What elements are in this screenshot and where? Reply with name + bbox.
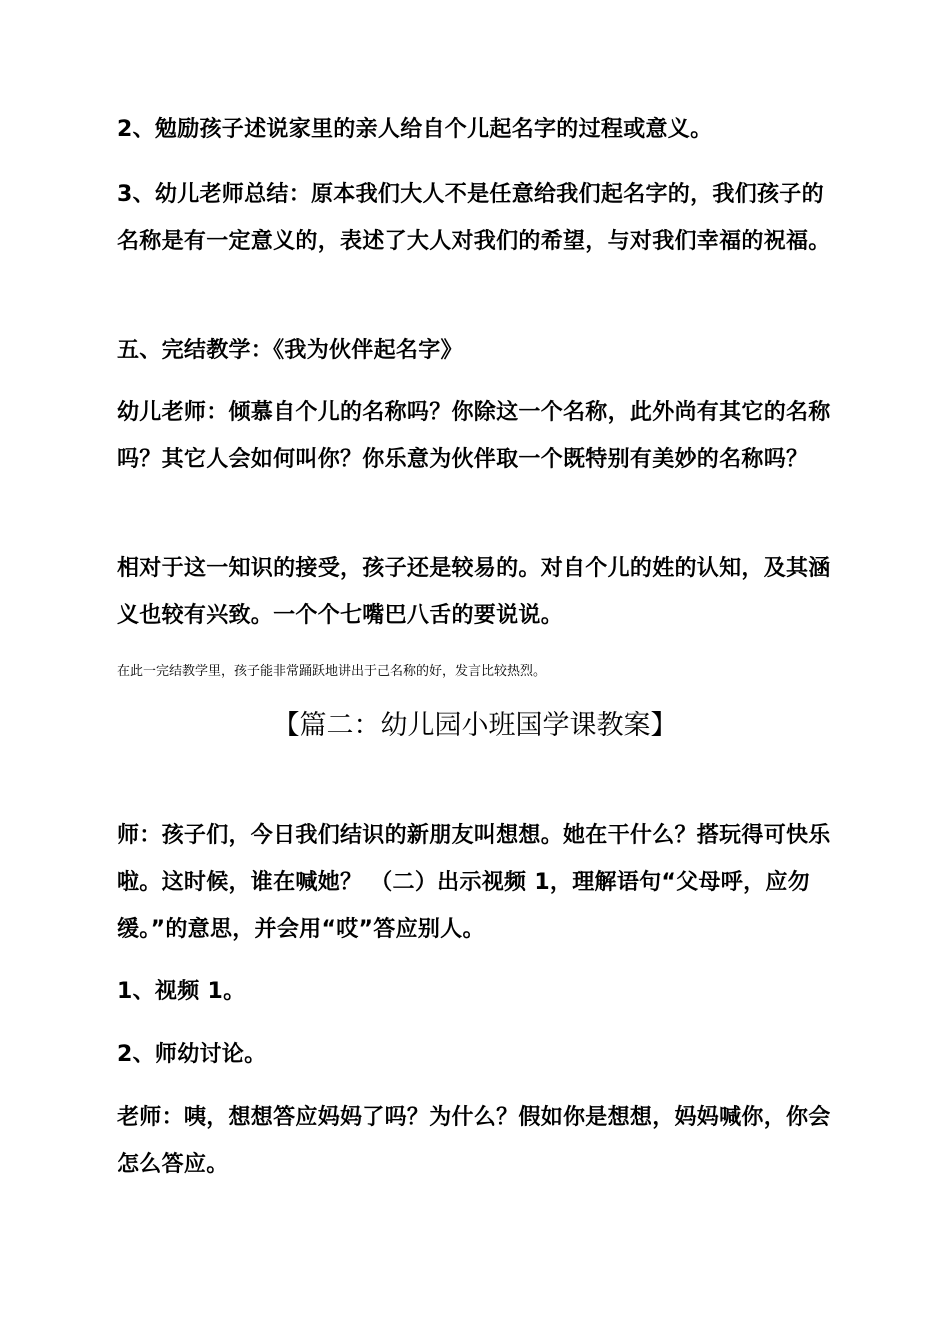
- paragraph-step-3-summary: 3、幼儿老师总结：原本我们大人不是任意给我们起名字的，我们孩子的名称是有一定意义的，表述了大人对我们的希望，与对我们幸福的祝福。: [117, 182, 831, 254]
- paragraph-teacher-ask: 老师：咦，想想答应妈妈了吗？为什么？假如你是想想，妈妈喊你，你会怎么答应。: [117, 1105, 831, 1177]
- paragraph-step-2: 2、勉励孩子述说家里的亲人给自个儿起名字的过程或意义。: [117, 117, 713, 142]
- paragraph-note: 在此一完结教学里，孩子能非常踊跃地讲出于己名称的好，发言比较热烈。: [117, 664, 547, 679]
- paragraph-reflection: 相对于这一知识的接受，孩子还是较易的。对自个儿的姓的认知，及其涵义也较有兴致。一个个七嘴巴八舌的要说说。: [117, 556, 831, 628]
- paragraph-discussion: 2、师幼讨论。: [117, 1042, 267, 1067]
- paragraph-video-1: 1、视频 1。: [117, 979, 246, 1004]
- section-heading: 【篇二：幼儿园小班国学课教案】: [272, 710, 678, 741]
- section-five-title: 五、完结教学：《我为伙伴起名字》: [117, 338, 463, 363]
- paragraph-teacher-question: 幼儿老师：倾慕自个儿的名称吗？你除这一个名称，此外尚有其它的名称吗？其它人会如何叫你？你乐意为伙伴取一个既特别有美妙的名称吗？: [117, 400, 831, 472]
- paragraph-teacher-intro: 师：孩子们，今日我们结识的新朋友叫想想。她在干什么？搭玩得可快乐啦。这时候，谁在喊她？ （二）出示视频 1，理解语句“父母呼，应勿缓。”的意思，并会用“哎”答应别人。: [117, 823, 831, 942]
